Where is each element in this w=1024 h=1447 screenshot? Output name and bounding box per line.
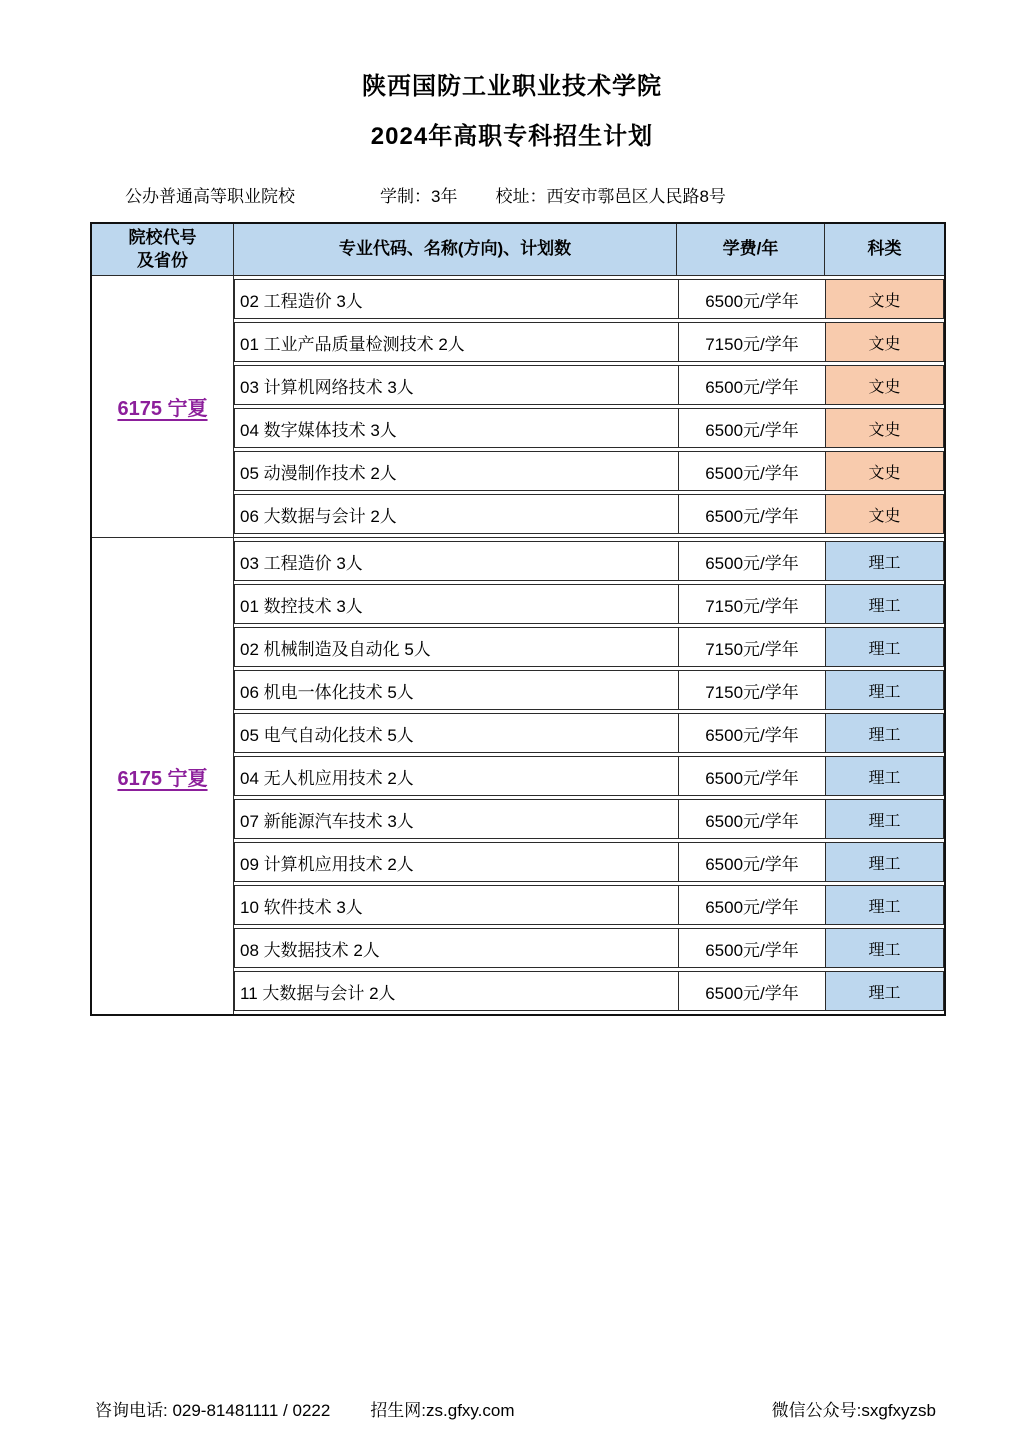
table-row	[234, 627, 944, 667]
major-cell: 09 计算机应用技术 2人	[234, 842, 679, 882]
major-cell: 06 大数据与会计 2人	[234, 494, 679, 534]
major-cell: 04 无人机应用技术 2人	[234, 756, 679, 796]
category-cell: 理工	[825, 627, 944, 667]
tuition-cell: 6500元/学年	[678, 885, 826, 925]
consult-phone-label: 咨询电话: 029-81481111 / 0222	[95, 1401, 331, 1420]
category-cell: 文史	[825, 408, 944, 448]
category-cell: 理工	[825, 885, 944, 925]
major-cell: 01 数控技术 3人	[234, 584, 679, 624]
tuition-cell: 6500元/学年	[678, 451, 826, 491]
school-address-label: 校址：西安市鄠邑区人民路8号	[495, 187, 726, 206]
major-cell: 07 新能源汽车技术 3人	[234, 799, 679, 839]
category-cell: 理工	[825, 971, 944, 1011]
category-cell: 文史	[825, 451, 944, 491]
table-row	[234, 365, 944, 405]
tuition-cell: 6500元/学年	[678, 713, 826, 753]
category-cell: 理工	[825, 842, 944, 882]
major-cell: 03 工程造价 3人	[234, 541, 679, 581]
college-code-cell	[92, 276, 234, 537]
school-info-line	[125, 182, 1024, 207]
major-cell: 01 工业产品质量检测技术 2人	[234, 322, 679, 362]
table-row	[234, 279, 944, 319]
category-cell: 文史	[825, 322, 944, 362]
tuition-cell: 6500元/学年	[678, 279, 826, 319]
table-row	[234, 756, 944, 796]
school-type-label: 公办普通高等职业院校	[125, 187, 295, 206]
column-header-tuition: 学费/年	[677, 224, 825, 275]
category-cell: 理工	[825, 928, 944, 968]
page-subtitle: 2024年高职专科招生计划	[370, 123, 654, 150]
column-header-college-code	[92, 224, 234, 275]
wechat-account-label: 微信公众号:sxgfxyzsb	[771, 1401, 936, 1420]
category-cell: 文史	[825, 279, 944, 319]
table-row	[234, 799, 944, 839]
table-row	[234, 842, 944, 882]
tuition-cell: 6500元/学年	[678, 541, 826, 581]
column-header-college-code-line2: 及省份	[137, 250, 188, 270]
category-cell: 理工	[825, 799, 944, 839]
college-code-label: 6175 宁夏	[117, 398, 208, 420]
table-section	[92, 537, 944, 1014]
tuition-cell: 7150元/学年	[678, 584, 826, 624]
table-row	[234, 885, 944, 925]
table-row	[234, 971, 944, 1011]
category-cell: 理工	[825, 541, 944, 581]
category-cell: 理工	[825, 584, 944, 624]
admissions-website-label: 招生网:zs.gfxy.com	[370, 1401, 515, 1420]
category-cell: 文史	[825, 494, 944, 534]
major-cell: 02 机械制造及自动化 5人	[234, 627, 679, 667]
tuition-cell: 6500元/学年	[678, 799, 826, 839]
tuition-cell: 6500元/学年	[678, 365, 826, 405]
major-cell: 10 软件技术 3人	[234, 885, 679, 925]
table-header-row	[92, 224, 944, 276]
college-code-cell	[92, 538, 234, 1014]
category-cell: 文史	[825, 365, 944, 405]
table-row	[234, 541, 944, 581]
column-header-major: 专业代码、名称(方向)、计划数	[234, 224, 677, 275]
major-cell: 11 大数据与会计 2人	[234, 971, 679, 1011]
column-header-college-code-line1: 院校代号	[128, 227, 197, 247]
table-body	[92, 276, 944, 1014]
category-cell: 理工	[825, 756, 944, 796]
title-block	[0, 0, 1024, 151]
tuition-cell: 6500元/学年	[678, 494, 826, 534]
major-cell: 03 计算机网络技术 3人	[234, 365, 679, 405]
table-row	[234, 713, 944, 753]
major-cell: 02 工程造价 3人	[234, 279, 679, 319]
major-cell: 04 数字媒体技术 3人	[234, 408, 679, 448]
study-duration-label: 学制：3年	[380, 187, 458, 206]
tuition-cell: 7150元/学年	[678, 322, 826, 362]
column-header-category: 科类	[825, 224, 944, 275]
table-row	[234, 451, 944, 491]
table-row	[234, 322, 944, 362]
tuition-cell: 6500元/学年	[678, 928, 826, 968]
section-rows	[234, 538, 944, 1014]
table-row	[234, 408, 944, 448]
tuition-cell: 7150元/学年	[678, 627, 826, 667]
page-footer	[95, 1396, 936, 1421]
table-row	[234, 670, 944, 710]
tuition-cell: 6500元/学年	[678, 842, 826, 882]
category-cell: 理工	[825, 670, 944, 710]
page-title: 陕西国防工业职业技术学院	[362, 73, 662, 100]
category-cell: 理工	[825, 713, 944, 753]
tuition-cell: 6500元/学年	[678, 971, 826, 1011]
section-rows	[234, 276, 944, 537]
tuition-cell: 6500元/学年	[678, 756, 826, 796]
major-cell: 05 电气自动化技术 5人	[234, 713, 679, 753]
major-cell: 05 动漫制作技术 2人	[234, 451, 679, 491]
major-cell: 06 机电一体化技术 5人	[234, 670, 679, 710]
major-cell: 08 大数据技术 2人	[234, 928, 679, 968]
tuition-cell: 6500元/学年	[678, 408, 826, 448]
tuition-cell: 7150元/学年	[678, 670, 826, 710]
table-row	[234, 928, 944, 968]
table-section	[92, 276, 944, 537]
table-row	[234, 584, 944, 624]
enrollment-plan-table	[90, 222, 946, 1016]
table-row	[234, 494, 944, 534]
college-code-label: 6175 宁夏	[117, 767, 208, 790]
